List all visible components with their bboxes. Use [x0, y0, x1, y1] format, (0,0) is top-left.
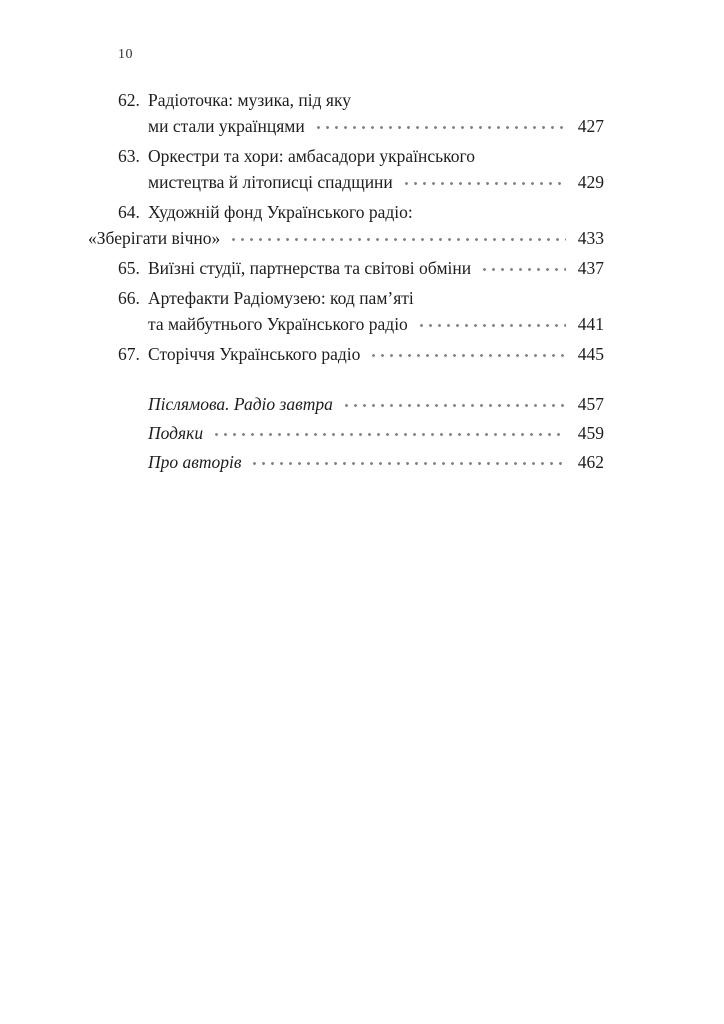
page-content — [88, 46, 604, 478]
back-matter-entry — [148, 420, 604, 446]
back-matter-title: Подяки — [148, 423, 204, 443]
entry-title-line-2: ми стали українцями — [148, 116, 305, 136]
table-of-contents — [88, 87, 604, 475]
dot-leader — [402, 179, 566, 188]
entry-page: 437 — [577, 258, 604, 278]
entry-page: 462 — [577, 452, 604, 472]
back-matter-entry — [148, 449, 604, 475]
back-matter-title: Про авторів — [148, 452, 242, 472]
toc-entry — [118, 255, 604, 281]
dot-leader — [250, 459, 566, 468]
entry-number: 66. — [118, 288, 140, 308]
entry-title-line-1: Художній фонд Українського радіо: — [148, 202, 413, 222]
entry-number: 65. — [118, 258, 140, 278]
entry-page: 433 — [577, 228, 604, 248]
entry-title-line-1: Радіоточка: музика, під яку — [148, 90, 351, 110]
dot-leader — [342, 401, 566, 410]
entry-number: 62. — [118, 90, 140, 110]
dot-leader — [417, 321, 566, 330]
entry-title-line-2: мистецтва й літописці спадщини — [148, 172, 393, 192]
back-matter-entry — [148, 391, 604, 417]
toc-entry — [118, 341, 604, 367]
entry-title-line-2: та майбутнього Українського радіо — [148, 314, 408, 334]
entry-title-line-1: Оркестри та хори: амбасадори українського — [148, 146, 475, 166]
back-matter-title: Післямова. Радіо завтра — [148, 394, 333, 414]
toc-entry — [118, 143, 604, 195]
dot-leader — [229, 235, 566, 244]
entry-number: 63. — [118, 146, 140, 166]
dot-leader — [212, 430, 566, 439]
entry-page: 457 — [577, 394, 604, 414]
dot-leader — [369, 351, 566, 360]
toc-entry — [118, 285, 604, 337]
toc-entry — [118, 87, 604, 139]
entry-number: 64. — [118, 202, 140, 222]
toc-entry — [88, 199, 604, 251]
entry-title-line-1: Артефакти Радіомузею: код пам’яті — [148, 288, 414, 308]
entry-title-line-1: Сторіччя Українського радіо — [148, 344, 361, 364]
dot-leader — [480, 265, 566, 274]
entry-page: 445 — [577, 344, 604, 364]
entry-page: 429 — [577, 172, 604, 192]
entry-page: 427 — [577, 116, 604, 136]
entry-page: 459 — [577, 423, 604, 443]
entry-page: 441 — [577, 314, 604, 334]
entry-title-line-1: Виїзні студії, партнерства та світові обміни — [148, 258, 472, 278]
page-number: 10 — [118, 47, 133, 62]
back-matter-section — [118, 391, 604, 475]
entry-number: 67. — [118, 344, 140, 364]
dot-leader — [314, 123, 566, 132]
entry-title-line-2: «Зберігати вічно» — [88, 228, 221, 248]
